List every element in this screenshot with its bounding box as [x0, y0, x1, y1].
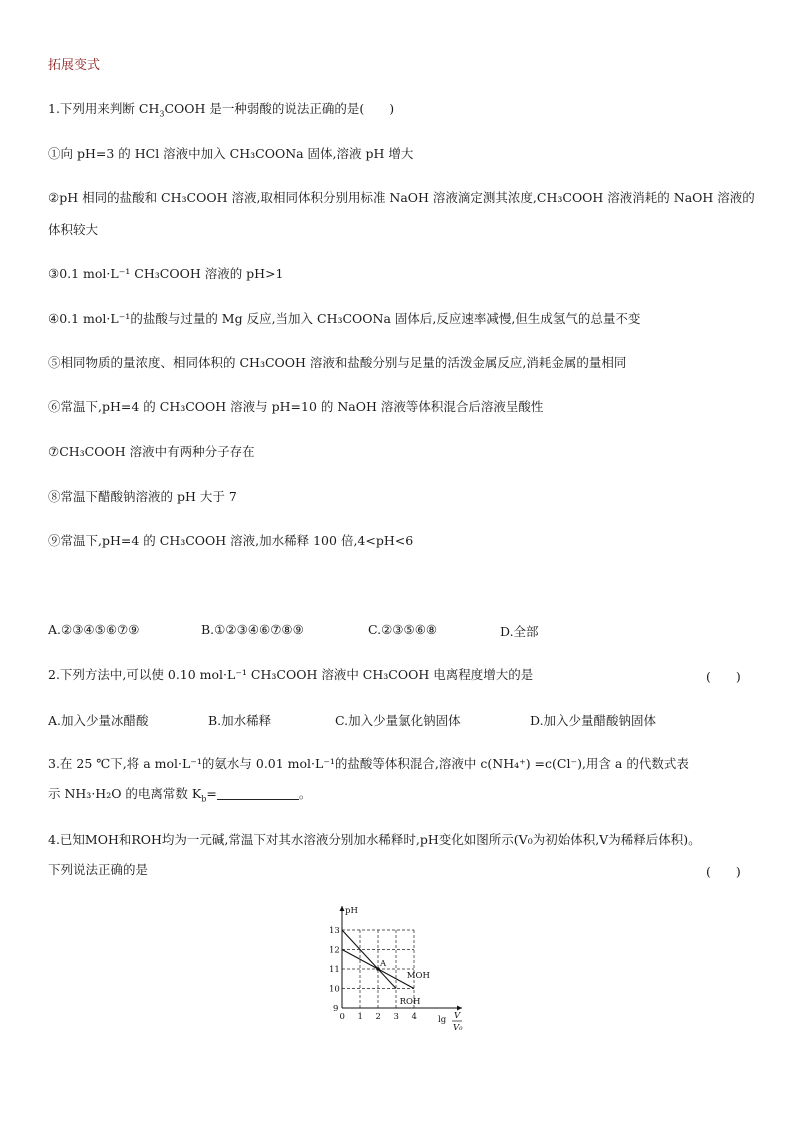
q1-item-3: ③0.1 mol·L⁻¹ CH₃COOH 溶液的 pH>1	[48, 266, 284, 281]
series-line-roh	[342, 930, 396, 989]
q1-item-7: ⑦CH₃COOH 溶液中有两种分子存在	[48, 444, 255, 459]
answer-blank	[217, 787, 299, 800]
q3-line-2: 示 NH₃·H₂O 的电离常数 $K_b=$ 。	[48, 786, 312, 804]
x-axis-label-numerator: V	[454, 1011, 461, 1021]
y-axis-arrow	[340, 906, 345, 911]
y-tick-label: 11	[329, 965, 340, 975]
x-axis-arrow	[457, 1006, 462, 1011]
series-label-roh: ROH	[399, 997, 421, 1008]
y-tick-label: 12	[329, 945, 340, 956]
x-tick-label: 3	[393, 1012, 399, 1022]
q1-option-c: C.②③⑤⑥⑧	[368, 622, 438, 637]
q2-option-b: B.加水稀释	[208, 713, 272, 728]
q2-option-c: C.加入少量氯化钠固体	[335, 713, 461, 728]
q2-stem: 2.下列方法中,可以使 0.10 mol·L⁻¹ CH₃COOH 溶液中 CH₃COOH 电离程度增大的是	[48, 667, 534, 682]
x-axis-label: lg	[438, 1015, 447, 1025]
x-axis-label-denominator: V₀	[453, 1023, 463, 1033]
series-label-moh: MOH	[406, 970, 430, 981]
q2-paren: ( )	[706, 669, 741, 684]
q1-item-9: ⑨常温下,pH=4 的 CH₃COOH 溶液,加水稀释 100 倍,4<pH<6	[48, 533, 414, 548]
q2-option-d: D.加入少量醋酸钠固体	[530, 713, 657, 728]
q1-item-4: ④0.1 mol·L⁻¹的盐酸与过量的 Mg 反应,当加入 CH₃COONa 固体后,反应速率减慢,但生成氢气的总量不变	[48, 311, 641, 326]
q1-item-8: ⑧常温下醋酸钠溶液的 pH 大于 7	[48, 489, 237, 504]
q1-option-b: B.①②③④⑥⑦⑧⑨	[201, 622, 304, 637]
q1-item-2-cont: 体积较大	[48, 222, 99, 237]
ph-dilution-chart	[322, 900, 472, 1040]
q4-paren: ( )	[706, 864, 741, 879]
x-tick-label: 0	[339, 1012, 345, 1022]
q1-item-5: ⑤相同物质的量浓度、相同体积的 CH₃COOH 溶液和盐酸分别与足量的活泼金属反应,消耗金属的量相同	[48, 355, 627, 370]
y-axis-label: pH	[345, 906, 358, 916]
q1-item-1: ①向 pH=3 的 HCl 溶液中加入 CH₃COONa 固体,溶液 pH 增大	[48, 146, 414, 161]
q1-stem: 1.下列用来判断 $CH_3COOH$ 是一种弱酸的说法正确的是( )	[48, 101, 395, 119]
heading: 拓展变式	[48, 58, 101, 73]
y-tick-label: 10	[329, 984, 340, 995]
y-tick-label: 9	[333, 1004, 339, 1014]
q1-option-d: D.全部	[500, 624, 539, 639]
y-tick-label: 13	[329, 926, 340, 936]
x-tick-label: 4	[411, 1012, 417, 1022]
q4-line-1: 4.已知MOH和ROH均为一元碱,常温下对其水溶液分别加水稀释时,pH变化如图所示(V₀为初始体积,V为稀释后体积)。	[48, 832, 701, 847]
q2-option-a: A.加入少量冰醋酸	[48, 713, 149, 728]
point-a-label: A	[380, 959, 387, 969]
q3-line-1: 3.在 25 ℃下,将 a mol·L⁻¹的氨水与 0.01 mol·L⁻¹的盐酸等体积混合,溶液中 c(NH₄⁺) =c(Cl⁻),用含 a 的代数式表	[48, 756, 689, 771]
q1-option-a: A.②③④⑤⑥⑦⑨	[48, 622, 140, 637]
q1-item-6: ⑥常温下,pH=4 的 CH₃COOH 溶液与 pH=10 的 NaOH 溶液等体积混合后溶液呈酸性	[48, 399, 544, 414]
x-tick-label: 2	[375, 1012, 381, 1022]
x-tick-label: 1	[357, 1012, 363, 1022]
q4-line-2: 下列说法正确的是	[48, 862, 149, 877]
q1-item-2: ②pH 相同的盐酸和 CH₃COOH 溶液,取相同体积分别用标准 NaOH 溶液滴定测其浓度,CH₃COOH 溶液消耗的 NaOH 溶液的	[48, 190, 755, 205]
